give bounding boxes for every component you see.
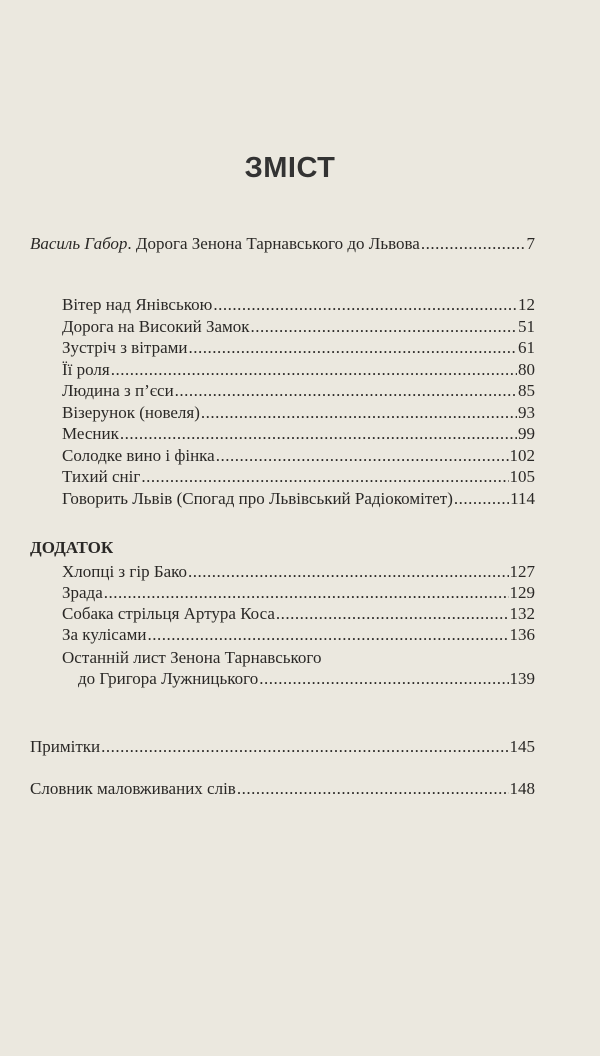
leader-dots [251,316,517,337]
toc-entry-notes[interactable]: Примітки ..... 145 [30,736,535,757]
entry-title: За кулісами [62,625,147,644]
toc-entry[interactable] [62,445,535,466]
page-number: 129 [509,583,535,602]
entry-title: Візерунок (новеля) [62,402,200,422]
leader-dots [188,337,517,358]
leader-dots [120,423,517,444]
toc-entry[interactable] [62,380,535,401]
toc-entry[interactable] [62,603,535,624]
page-number: 132 [509,604,535,623]
appendix-heading: ДОДАТОК [30,538,114,557]
page-number: 145 [509,737,535,756]
leader-dots [421,233,526,254]
toc-entry[interactable] [62,582,535,603]
intro-title: Дорога Зенона Тарнавського до Львова [135,234,420,253]
page-number: 80 [518,359,535,379]
leader-dots [104,582,509,603]
toc-entry[interactable] [62,423,535,444]
page-number: 99 [518,424,535,443]
toc-entry[interactable] [62,466,535,487]
leader-dots [175,380,517,401]
entry-title: Людина з п’єси [62,381,174,400]
entry-title: Тихий сніг [62,467,141,486]
page-number: 93 [518,402,535,422]
toc-entry[interactable] [62,488,535,509]
leader-dots [141,466,508,487]
leader-dots [188,561,508,582]
leader-dots [454,488,509,509]
entry-title: Солодке вино і фінка [62,445,215,465]
leader-dots [147,624,508,645]
leader-dots [276,603,509,624]
page-number: 61 [518,338,535,357]
leader-dots [216,445,509,466]
toc-entry[interactable] [62,624,535,645]
page-number: 102 [509,445,535,465]
entry-title: Месник [62,424,119,443]
entry-title: Хлопці з гір Бако [62,562,188,581]
page-number: 136 [509,625,535,644]
toc-entry[interactable] [62,402,535,423]
leader-dots [213,294,517,315]
leader-dots [111,359,517,380]
toc-entry-last-letter-line1[interactable]: Останній лист Зенона Тарнавського [62,648,322,667]
toc-entry[interactable] [62,337,535,358]
toc-entry[interactable] [62,561,535,582]
leader-dots [201,402,517,423]
toc-entry[interactable] [62,294,535,315]
leader-dots [259,668,508,689]
page-number: 12 [518,295,535,314]
page-number: 114 [510,488,535,508]
leader-dots [101,736,508,757]
entry-title: Вітер над Янівською [62,295,213,314]
entry-title: Зустріч з вітрами [62,338,188,357]
page-number: 127 [509,562,535,581]
page-title: ЗМІСТ [244,152,336,184]
entry-title: Дорога на Високий Замок [62,316,250,336]
toc-entry[interactable] [62,359,535,380]
toc-entry[interactable] [62,316,535,337]
page-number: 148 [509,779,535,798]
page-number: 105 [509,467,535,486]
leader-dots [237,778,509,799]
toc-entry-last-letter[interactable]: до Григора Лужницького ..... 139 [78,668,535,689]
entry-title: Її роля [62,359,110,379]
intro-author: Василь Габор [30,234,128,253]
page-number: 7 [526,234,535,253]
toc-entry-intro[interactable]: Василь Габор. Дорога Зенона Тарнавського до Львова ..... 7 [30,233,535,254]
entry-title: Собака стрільця Артура Коса [62,604,275,623]
toc-entry-glossary[interactable]: Словник маловживаних слів ..... 148 [30,778,535,799]
entry-title: Говорить Львів (Спогад про Львівський Радіокомітет) [62,488,453,508]
entry-title: Зрада [62,583,103,602]
page-number: 139 [509,669,535,688]
page-number: 51 [518,316,535,336]
page-number: 85 [518,381,535,400]
